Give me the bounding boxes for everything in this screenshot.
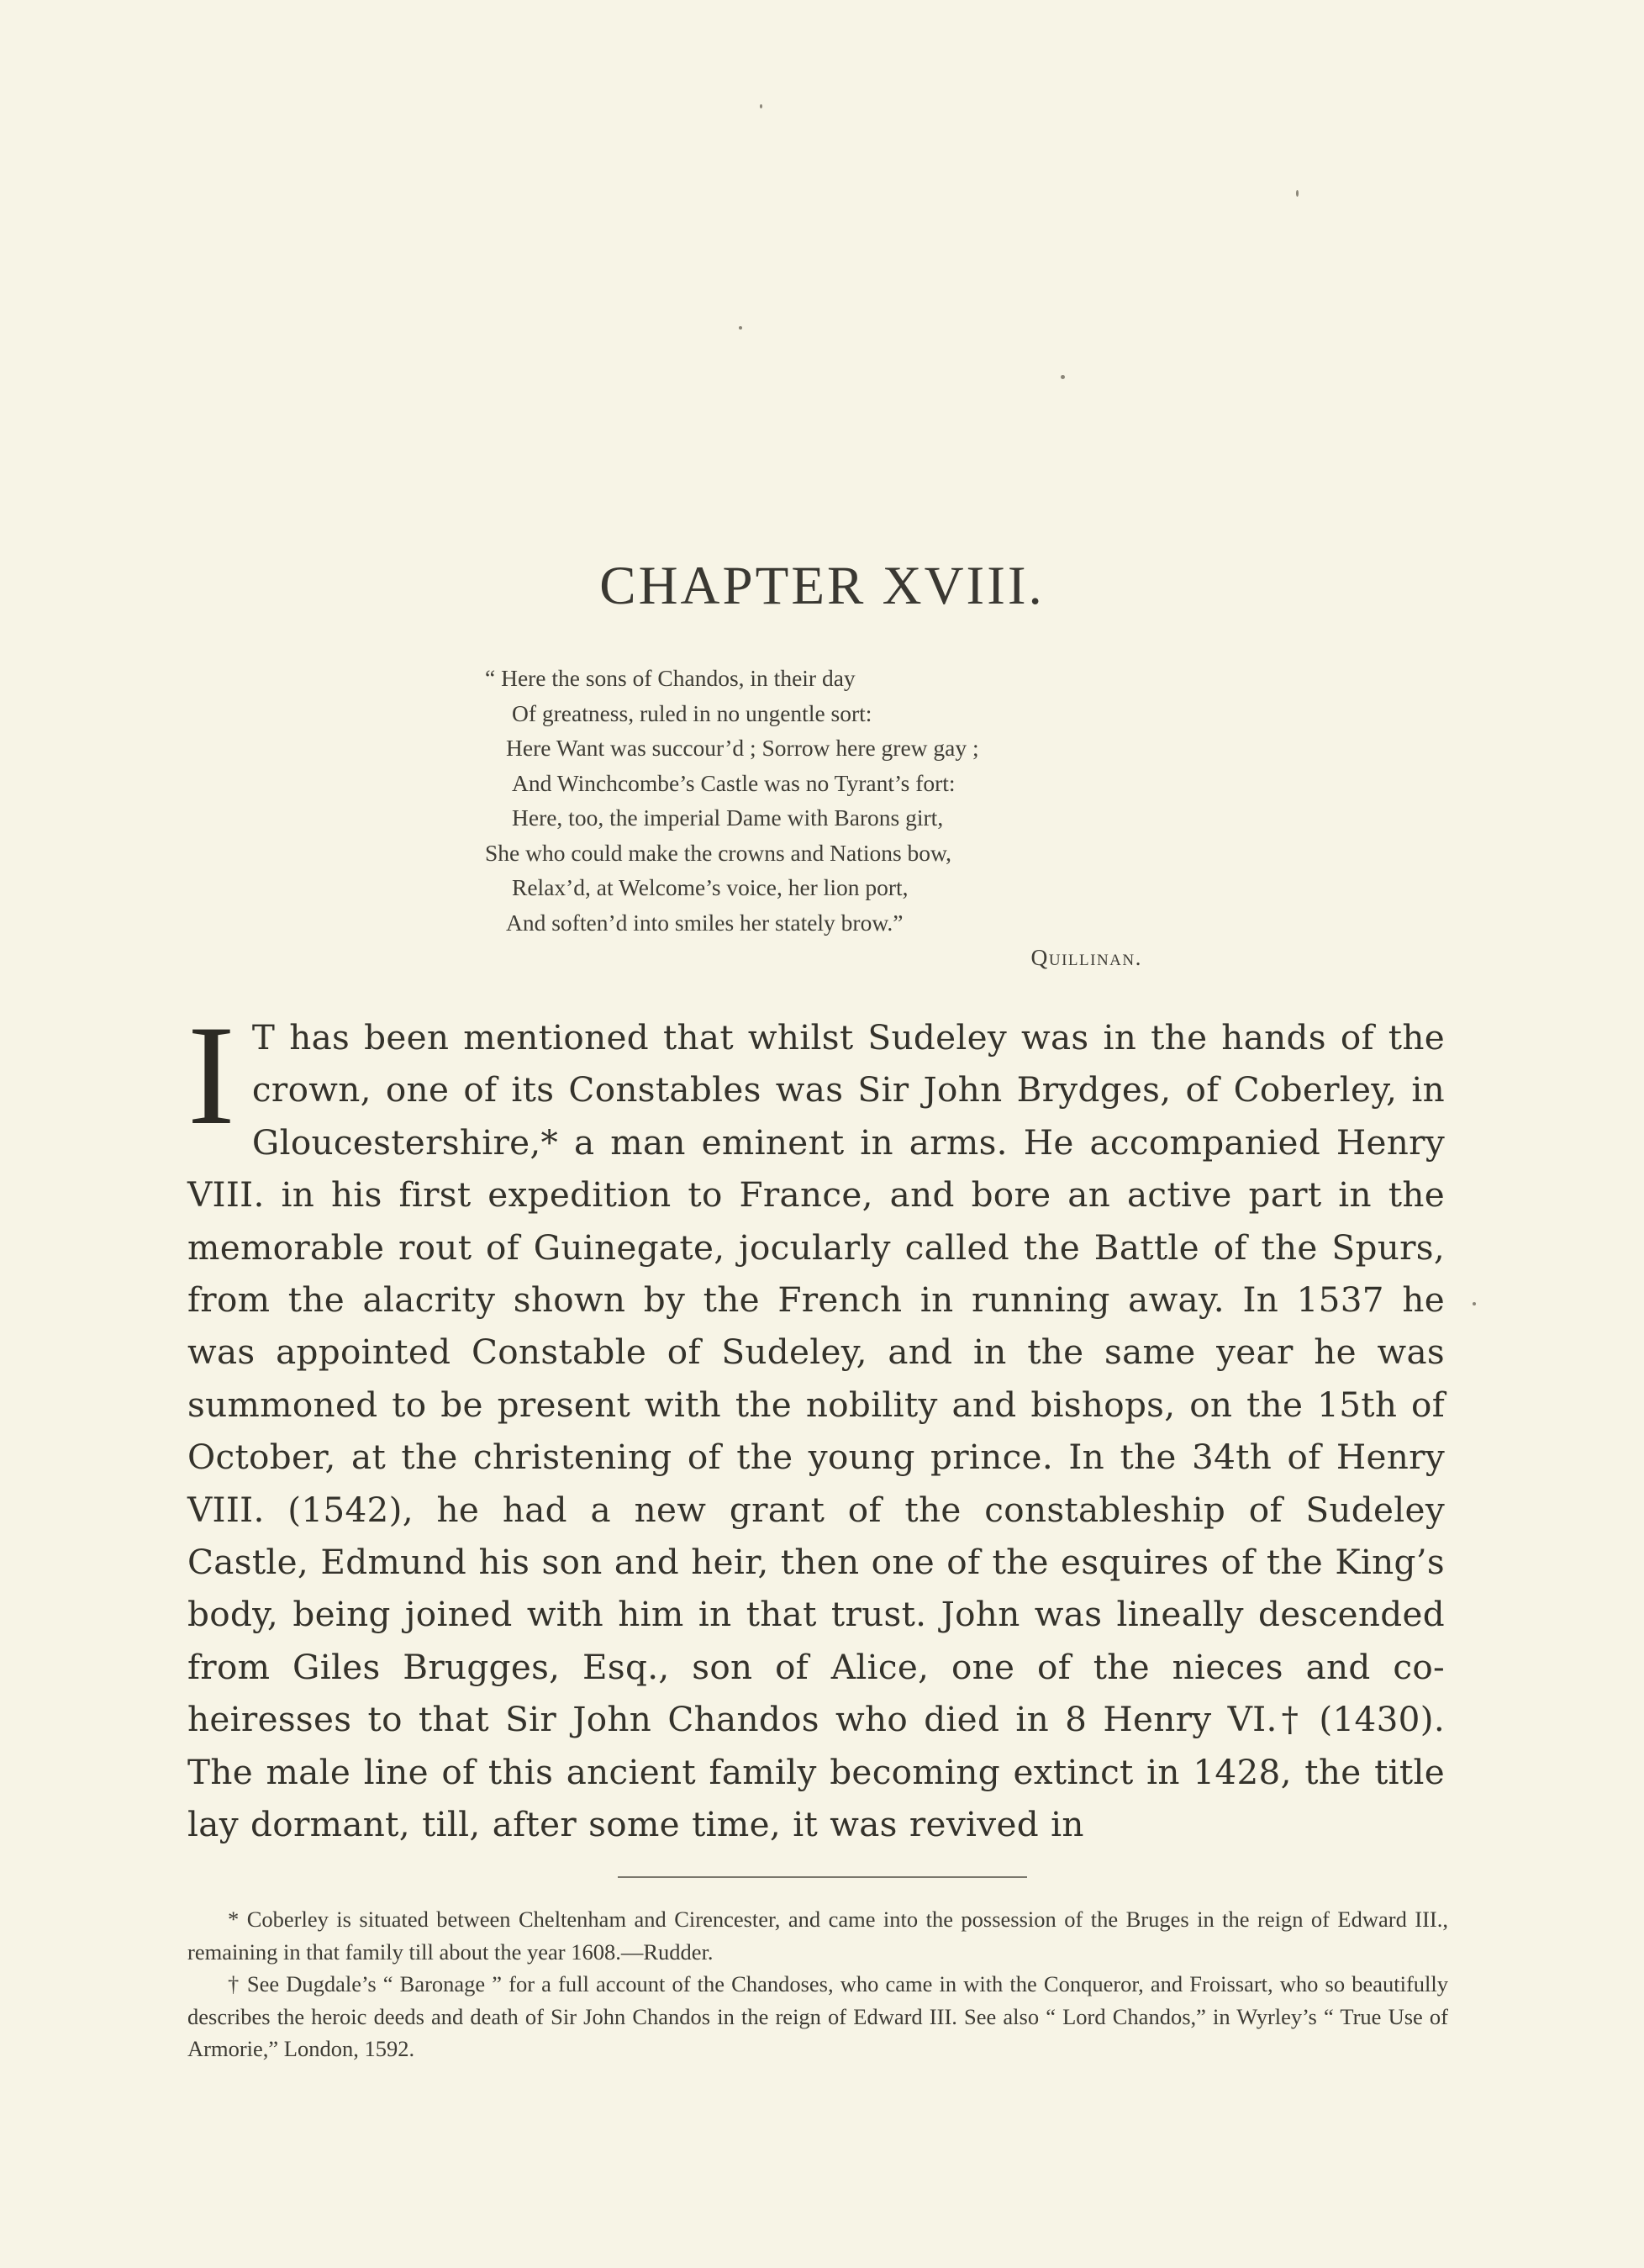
body-text: T has been mentioned that whilst Sudeley was in the hands of the crown, one of its Constables was Sir John Brydges, of Coberley, in Gloucestershire,* a man eminent in arms. He accompanied Henry VIII. in his first expedition to France, and bore an active part in the memorable rout of Guinegate, jocularly called the Battle of the Spurs, from the alacrity shown by the French in running away. In 1537 he was appointed Constable of Sudeley, and in the same year he was summoned to be present with the nobility and bishops, on the 15th of October, at the christening of the young prince. In the 34th of Henry VIII. (1542), he had a new grant of the constableship of Sudeley Castle, Edmund his son and heir, then one of the esquires of the King’s body, being joined with him in that trust. John was lineally descended from Giles Brugges, Esq., son of Alice, one of the nieces and co-heiresses to that Sir John Chandos who died in 8 Henry VI.† (1430). The male line of this ancient family becoming extinct in 1428, the title lay dormant, till, after some time, it was revived in bbox=[187, 1017, 1445, 1845]
epigraph-author: Quillinan. bbox=[1030, 944, 1142, 970]
epigraph-line: Here Want was succour’d ; Sorrow here grew gay ; bbox=[506, 735, 979, 761]
footnote: † See Dugdale’s “ Baronage ” for a full account of the Chandoses, who came in with the Conqueror, and Froissart, who so beautifully describes the heroic deeds and death of Sir John Chandos in the reign of Edward III. See also “ Lord Chandos,” in Wyrley’s “ True Use of Armorie,” London, 1592. bbox=[187, 1971, 1448, 2062]
footnote-divider bbox=[618, 1876, 1027, 1878]
drop-cap: I bbox=[187, 996, 235, 1154]
paper-speck bbox=[739, 326, 742, 330]
epigraph-line: She who could make the crowns and Nations bow, bbox=[485, 839, 951, 866]
paper-speck bbox=[1473, 1302, 1476, 1305]
footnote: * Coberley is situated between Cheltenham and Cirencester, and came into the possession of the Bruges in the reign of Edward III., remaining in that family till about the year 1608.—Rudder. bbox=[187, 1907, 1448, 1965]
body-paragraph bbox=[187, 996, 1445, 1851]
epigraph-line: “ Here the sons of Chandos, in their day bbox=[485, 665, 856, 691]
epigraph-line: Of greatness, ruled in no ungentle sort: bbox=[512, 699, 872, 726]
footnotes bbox=[187, 1903, 1448, 2065]
epigraph bbox=[485, 661, 1157, 975]
paper-speck bbox=[1296, 190, 1299, 197]
paper-speck bbox=[1061, 375, 1065, 379]
paper-speck bbox=[760, 104, 762, 108]
epigraph-line: And Winchcombe’s Castle was no Tyrant’s fort: bbox=[512, 769, 956, 796]
epigraph-line: Here, too, the imperial Dame with Barons girt, bbox=[512, 804, 944, 831]
chapter-title: CHAPTER XVIII. bbox=[599, 556, 1045, 616]
epigraph-line: Relax’d, at Welcome’s voice, her lion port, bbox=[512, 874, 909, 900]
epigraph-line: And soften’d into smiles her stately brow.” bbox=[506, 909, 904, 936]
